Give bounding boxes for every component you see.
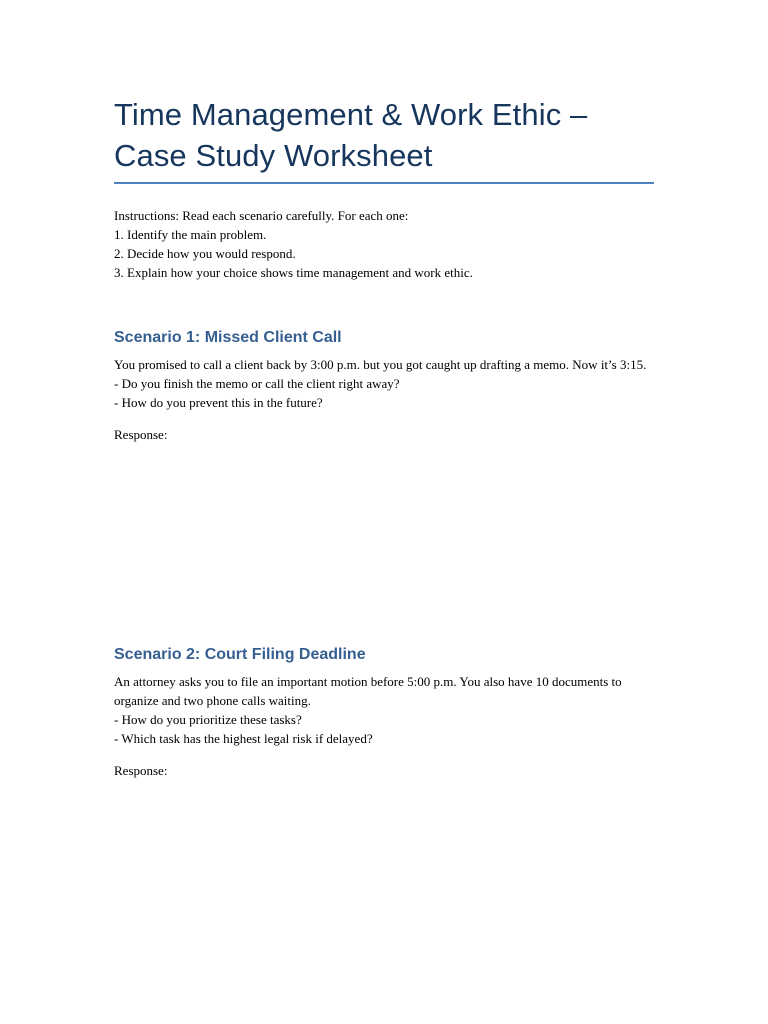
scenario-body bbox=[114, 355, 654, 412]
scenario-1 bbox=[114, 328, 654, 444]
scenario-question: - Do you finish the memo or call the client right away? bbox=[114, 376, 400, 391]
scenario-question: - Which task has the highest legal risk if delayed? bbox=[114, 731, 373, 746]
scenario-heading: Scenario 2: Court Filing Deadline bbox=[114, 646, 366, 663]
scenario-question: - How do you prioritize these tasks? bbox=[114, 712, 302, 727]
response-label: Response: bbox=[114, 763, 168, 778]
page-title: Time Management & Work Ethic – Case Study Worksheet bbox=[114, 94, 654, 184]
scenario-description: You promised to call a client back by 3:00 p.m. but you got caught up drafting a memo. Now it’s 3:15. bbox=[114, 357, 647, 372]
scenario-body bbox=[114, 672, 654, 748]
instruction-step-3: 3. Explain how your choice shows time management and work ethic. bbox=[114, 265, 473, 280]
instruction-step-1: 1. Identify the main problem. bbox=[114, 227, 267, 242]
scenario-2 bbox=[114, 645, 654, 780]
scenario-description: An attorney asks you to file an important motion before 5:00 p.m. You also have 10 documents to organize and two phone calls waiting. bbox=[114, 674, 625, 708]
instruction-step-2: 2. Decide how you would respond. bbox=[114, 246, 296, 261]
scenario-heading: Scenario 1: Missed Client Call bbox=[114, 329, 342, 346]
instructions bbox=[114, 206, 654, 282]
instructions-intro: Instructions: Read each scenario carefully. For each one: bbox=[114, 208, 409, 223]
scenario-question: - How do you prevent this in the future? bbox=[114, 395, 323, 410]
response-label: Response: bbox=[114, 427, 168, 442]
